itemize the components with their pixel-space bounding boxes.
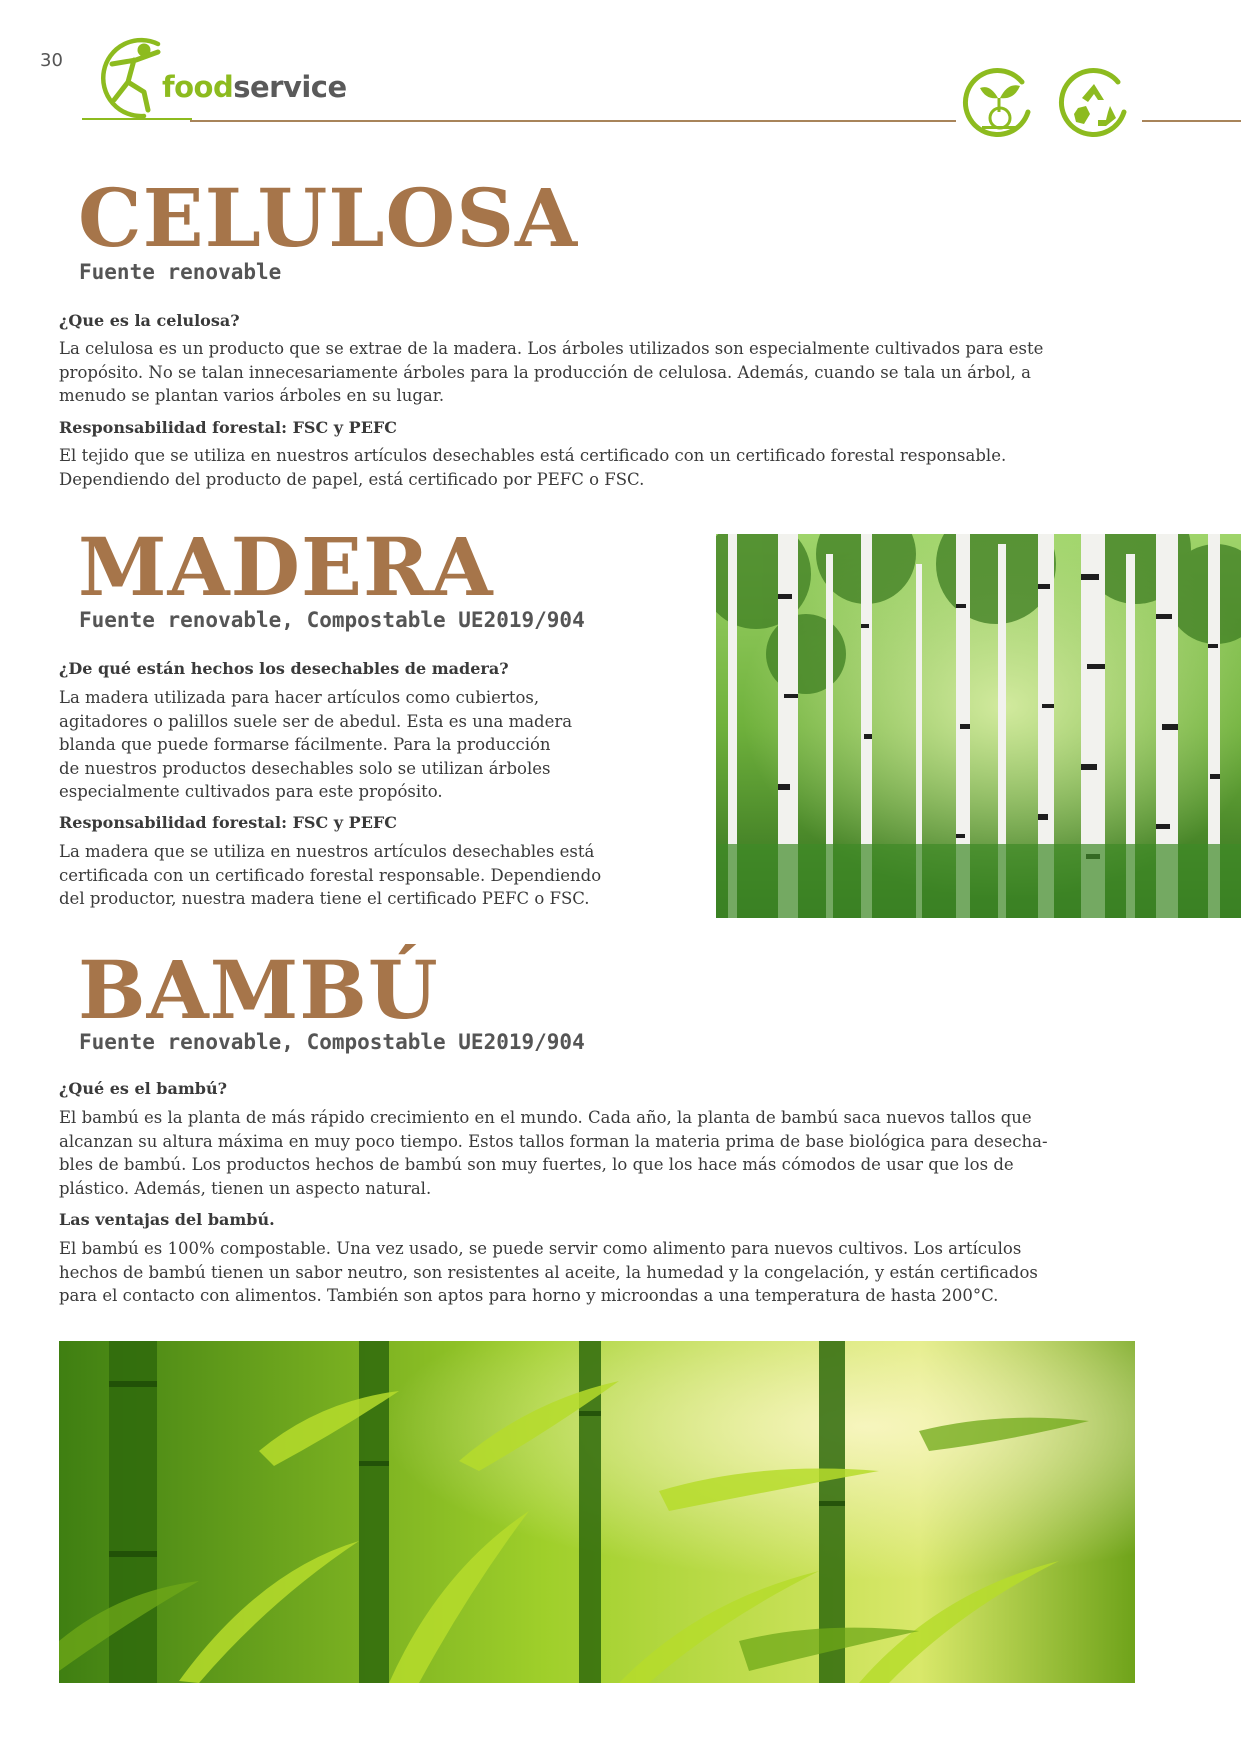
section-subtitle-celulosa: Fuente renovable xyxy=(79,260,282,284)
text-line: hechos de bambú tienen un sabor neutro, son resistentes al aceite, la humedad y la congelación, y están certificados xyxy=(59,1262,1038,1282)
text-line: El bambú es 100% compostable. Una vez usado, se puede servir como alimento para nuevos cultivos. Los artículos xyxy=(59,1239,1022,1258)
question-madera: ¿De qué están hechos los desechables de madera? xyxy=(59,659,509,678)
section-title-bambu: BAMBÚ xyxy=(78,943,439,1037)
compostable-icon xyxy=(962,68,1034,140)
birch-forest-photo xyxy=(716,534,1241,918)
heading-forest-responsibility-celulosa: Responsabilidad forestal: FSC y PEFC xyxy=(59,418,397,437)
text-line: La madera utilizada para hacer artículos como cubiertos, xyxy=(59,688,540,707)
paragraph-bambu-1 xyxy=(59,1106,1048,1200)
text-line: especialmente cultivados para este propósito. xyxy=(59,782,443,801)
text-line: del productor, nuestra madera tiene el certificado PEFC o FSC. xyxy=(59,889,590,908)
text-line: propósito. No se talan innecesariamente árboles para la producción de celulosa. Además, cuando se tala un árbol, a xyxy=(59,362,1031,382)
paragraph-celulosa-1 xyxy=(59,337,1043,408)
text-line: El bambú es la planta de más rápido crecimiento en el mundo. Cada año, la planta de bambú saca nuevos tallos que xyxy=(59,1108,1032,1127)
question-celulosa: ¿Que es la celulosa? xyxy=(59,311,240,330)
text-line: bles de bambú. Los productos hechos de bambú son muy fuertes, lo que los hace más cómodos de usar que los de xyxy=(59,1155,1014,1174)
text-line: plástico. Además, tienen un aspecto natural. xyxy=(59,1178,432,1198)
section-subtitle-bambu: Fuente renovable, Compostable UE2019/904 xyxy=(79,1030,585,1054)
text-line: Dependiendo del producto de papel, está certificado por PEFC o FSC. xyxy=(59,469,645,489)
runner-logo-icon xyxy=(92,30,172,120)
heading-bambu-advantages: Las ventajas del bambú. xyxy=(59,1210,275,1229)
text-line: La celulosa es un producto que se extrae de la madera. Los árboles utilizados son especialmente cultivados para este xyxy=(59,339,1044,358)
brand-food: food xyxy=(162,70,234,104)
text-line: para el contacto con alimentos. También son aptos para horno y microondas a una temperatura de hasta 200°C. xyxy=(59,1286,999,1305)
text-line: agitadores o palillos suele ser de abedul. Esta es una madera xyxy=(59,711,573,731)
header-rule-left xyxy=(190,120,956,122)
paragraph-madera-1 xyxy=(59,686,572,804)
paragraph-madera-2 xyxy=(59,840,601,911)
brand-logo xyxy=(92,30,352,120)
question-bambu: ¿Qué es el bambú? xyxy=(59,1079,227,1098)
header-rule-right xyxy=(1142,120,1241,122)
brand-wordmark xyxy=(162,70,347,104)
paragraph-celulosa-2 xyxy=(59,444,1006,491)
text-line: La madera que se utiliza en nuestros artículos desechables está xyxy=(59,842,595,861)
text-line: blanda que puede formarse fácilmente. Para la producción xyxy=(59,735,551,754)
recycle-icon xyxy=(1058,68,1130,140)
text-line: certificada con un certificado forestal responsable. Dependiendo xyxy=(59,865,602,885)
heading-forest-responsibility-madera: Responsabilidad forestal: FSC y PEFC xyxy=(59,813,397,832)
bamboo-photo xyxy=(59,1341,1135,1683)
text-line: El tejido que se utiliza en nuestros artículos desechables está certificado con un certificado forestal responsable. xyxy=(59,446,1007,465)
section-title-madera: MADERA xyxy=(78,520,494,614)
page-number: 30 xyxy=(40,50,63,71)
brand-service: service xyxy=(233,70,347,104)
text-line: alcanzan su altura máxima en muy poco tiempo. Estos tallos forman la materia prima de base biológica para desecha- xyxy=(59,1131,1048,1151)
logo-underline xyxy=(82,118,192,120)
text-line: de nuestros productos desechables solo se utilizan árboles xyxy=(59,758,551,778)
text-line: menudo se plantan varios árboles en su lugar. xyxy=(59,386,445,405)
section-title-celulosa: CELULOSA xyxy=(78,171,579,265)
paragraph-bambu-2 xyxy=(59,1237,1038,1308)
section-subtitle-madera: Fuente renovable, Compostable UE2019/904 xyxy=(79,608,585,632)
